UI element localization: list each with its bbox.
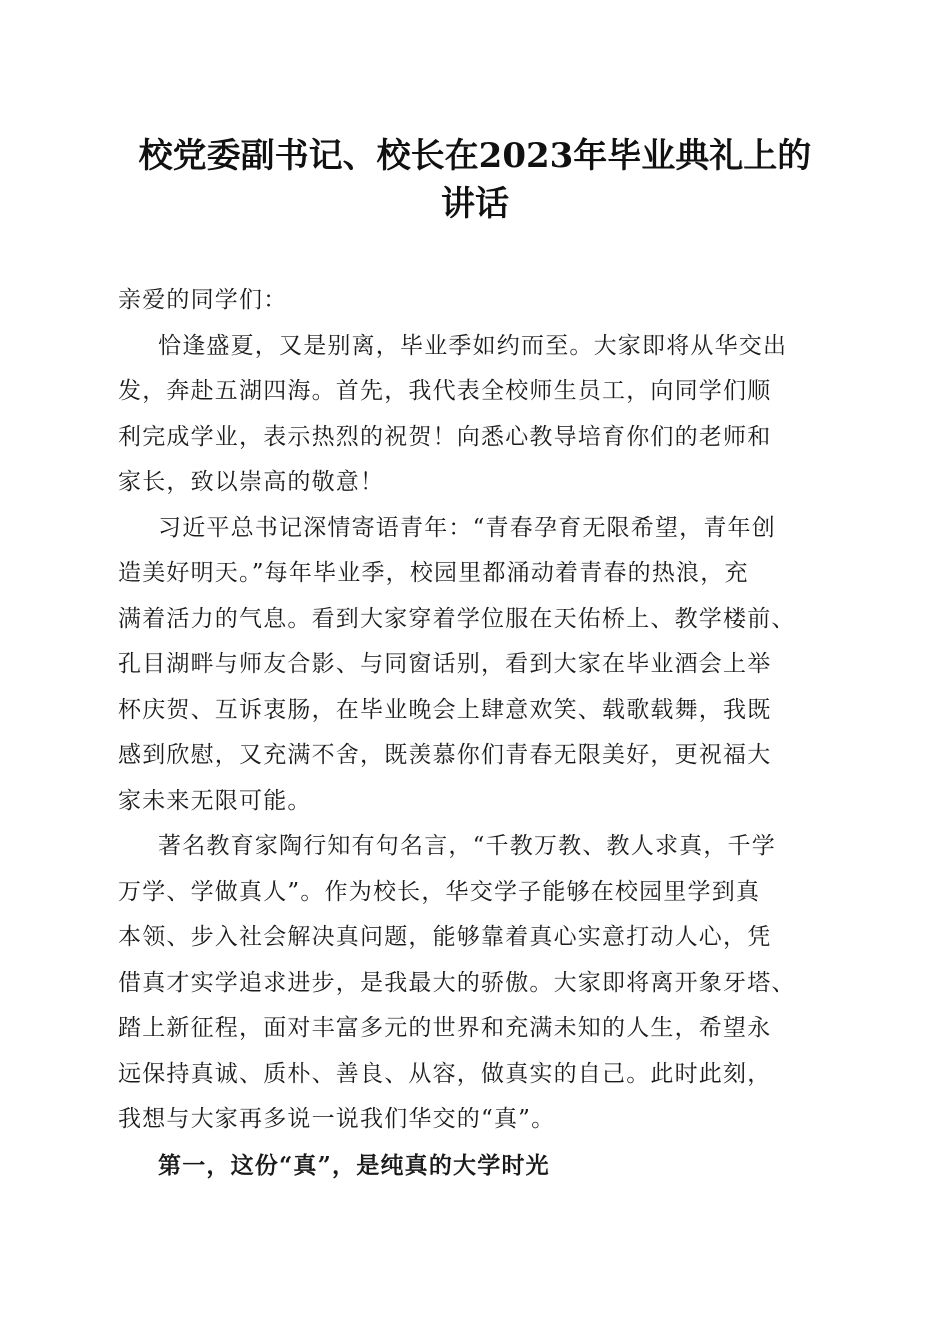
paragraph-line: 家未来无限可能。 <box>118 787 312 814</box>
paragraph-line: 满着活力的气息。看到大家穿着学位服在天佑桥上、教学楼前、 <box>118 605 796 632</box>
paragraph-line: 我想与大家再多说一说我们华交的“真”。 <box>118 1106 556 1132</box>
salutation: 亲爱的同学们： <box>118 287 288 313</box>
paragraph-line: 本领、步入社会解决真问题，能够靠着真心实意打动人心，凭 <box>118 924 772 950</box>
title-line-2: 讲话 <box>441 184 509 224</box>
section-heading: 第一，这份“真”，是纯真的大学时光 <box>158 1151 550 1179</box>
paragraph-line: 孔目湖畔与师友合影、与同窗话别，看到大家在毕业酒会上举 <box>118 651 772 677</box>
paragraph-line: 习近平总书记深情寄语青年：“青春孕育无限希望，青年创 <box>158 514 776 541</box>
paragraph-line: 著名教育家陶行知有句名言，“千教万教、教人求真，千学 <box>158 833 776 859</box>
paragraph-line: 恰逢盛夏，又是别离，毕业季如约而至。大家即将从华交出 <box>158 332 788 359</box>
paragraph-2 <box>118 506 838 825</box>
paragraph-line: 发，奔赴五湖四海。首先，我代表全校师生员工，向同学们顺 <box>118 378 772 404</box>
paragraph-line: 借真才实学追求进步，是我最大的骄傲。大家即将离开象牙塔、 <box>118 969 796 996</box>
document-body <box>118 278 838 1188</box>
paragraph-line: 万学、学做真人”。作为校长，华交学子能够在校园里学到真 <box>118 878 761 905</box>
paragraph-line: 家长，致以崇高的敬意！ <box>118 469 385 495</box>
paragraph-line: 踏上新征程，面对丰富多元的世界和充满未知的人生，希望永 <box>118 1015 772 1041</box>
paragraph-line: 利完成学业，表示热烈的祝贺！向悉心教导培育你们的老师和 <box>118 423 772 450</box>
paragraph-line: 远保持真诚、质朴、善良、从容，做真实的自己。此时此刻， <box>118 1060 772 1087</box>
paragraph-3 <box>118 824 838 1143</box>
title-line-1: 校党委副书记、校长在2023年毕业典礼上的 <box>138 136 812 176</box>
paragraph-1 <box>118 324 838 506</box>
document-title <box>90 132 860 228</box>
paragraph-line: 感到欣慰，又充满不舍，既羡慕你们青春无限美好，更祝福大 <box>118 742 772 768</box>
paragraph-line: 造美好明天。”每年毕业季，校园里都涌动着青春的热浪，充 <box>118 560 749 586</box>
paragraph-line: 杯庆贺、互诉衷肠，在毕业晚会上肆意欢笑、载歌载舞，我既 <box>118 696 772 723</box>
